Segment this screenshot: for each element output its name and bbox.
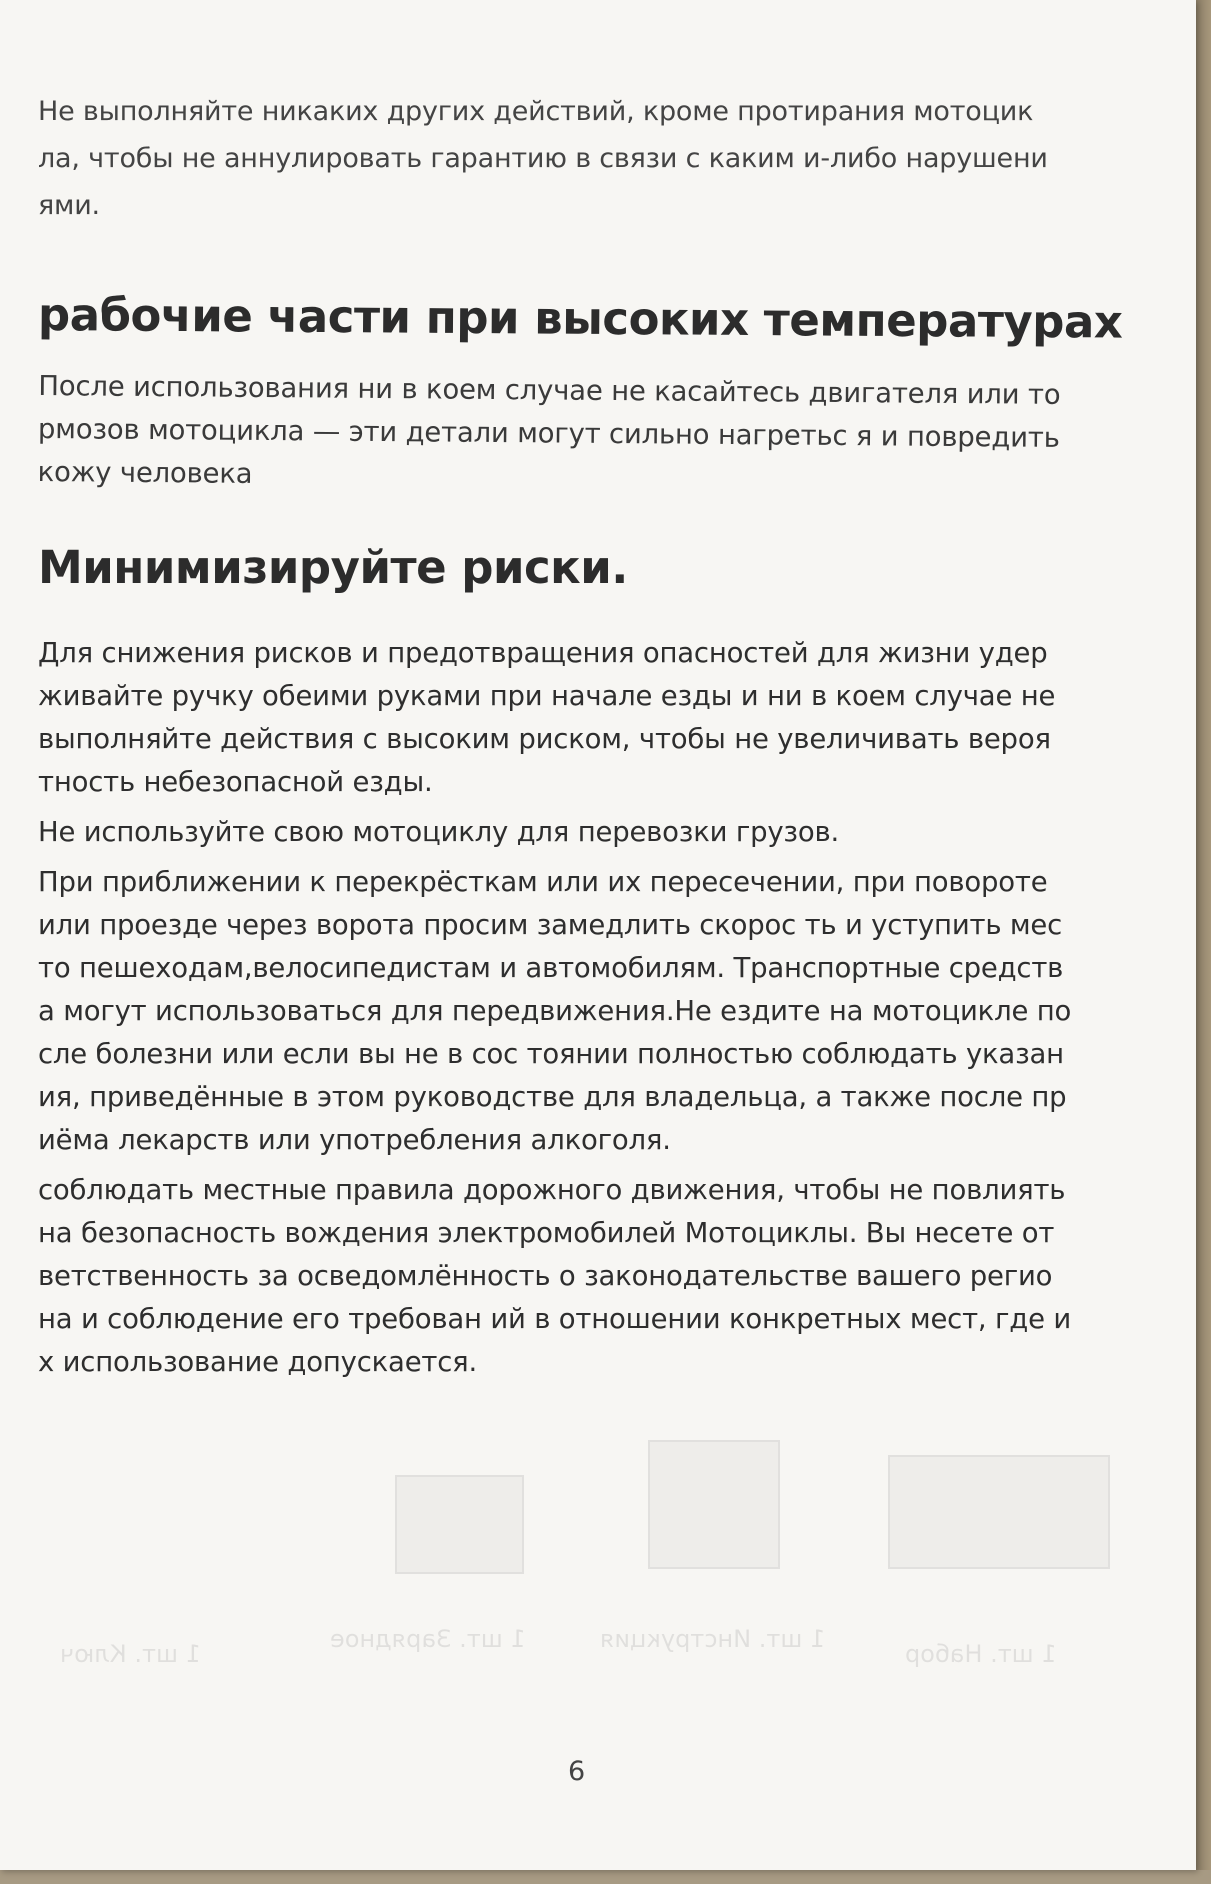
heat-paragraph bbox=[37, 365, 1138, 504]
text-line: Не используйте свою мотоциклу для перевозки грузов. bbox=[38, 816, 840, 848]
bleed-through-text: 1 шт. Ключ bbox=[60, 1640, 201, 1668]
text-line: соблюдать местные правила дорожного движения, чтобы не повлиять bbox=[38, 1174, 1066, 1206]
text-line: Для снижения рисков и предотвращения опасностей для жизни удер bbox=[38, 637, 1048, 669]
section-heading-heat: рабочие части при высоких температурах bbox=[37, 288, 1123, 349]
risk-paragraph-1 bbox=[38, 632, 1138, 804]
text-line: х использование допускается. bbox=[38, 1346, 478, 1378]
text-line: или проезде через ворота просим замедлить скорос ть и уступить мес bbox=[38, 909, 1063, 941]
risk-paragraph-2 bbox=[38, 811, 1138, 854]
page-edge-bottom bbox=[0, 1870, 1211, 1884]
text-line: ла, чтобы не аннулировать гарантию в связи с каким и-либо нарушени bbox=[38, 143, 1048, 174]
warranty-paragraph bbox=[38, 88, 1138, 229]
text-line: тность небезопасной езды. bbox=[38, 766, 433, 798]
page-edge bbox=[1196, 0, 1211, 1884]
text-line: на безопасность вождения электромобилей Мотоциклы. Вы несете от bbox=[38, 1217, 1055, 1249]
section-heading-risk: Минимизируйте риски. bbox=[38, 541, 628, 594]
bleed-through-image bbox=[395, 1475, 524, 1574]
page-number: 6 bbox=[568, 1756, 586, 1787]
bleed-through-text: 1 шт. Набор bbox=[905, 1640, 1057, 1668]
text-line: рмозов мотоцикла — эти детали могут сильно нагретьс я и повредить bbox=[37, 413, 1060, 454]
text-line: После использования ни в коем случае не касайтесь двигателя или то bbox=[38, 370, 1061, 411]
bleed-through-image bbox=[888, 1455, 1110, 1569]
text-line: живайте ручку обеими руками при начале езды и ни в коем случае не bbox=[38, 680, 1056, 712]
text-line: ями. bbox=[38, 190, 100, 221]
text-line: а могут использоваться для передвижения.Не ездите на мотоцикле по bbox=[38, 995, 1072, 1027]
text-line: сле болезни или если вы не в сос тоянии полностью соблюдать указан bbox=[38, 1038, 1064, 1070]
text-line: кожу человека bbox=[37, 455, 253, 490]
risk-paragraph-4 bbox=[38, 1169, 1138, 1384]
risk-paragraph-3 bbox=[38, 861, 1138, 1162]
text-line: выполняйте действия с высоким риском, чтобы не увеличивать вероя bbox=[38, 723, 1051, 755]
bleed-through-text: 1 шт. Зарядное bbox=[330, 1625, 526, 1653]
text-line: Не выполняйте никаких других действий, кроме протирания мотоцик bbox=[38, 96, 1034, 127]
text-line: иёма лекарств или употребления алкоголя. bbox=[38, 1124, 671, 1156]
page-content bbox=[38, 88, 1138, 1391]
text-line: ия, приведённые в этом руководстве для владельца, а также после пр bbox=[38, 1081, 1067, 1113]
text-line: ветственность за осведомлённость о законодательстве вашего регио bbox=[38, 1260, 1053, 1292]
text-line: При приближении к перекрёсткам или их пересечении, при повороте bbox=[38, 866, 1048, 898]
bleed-through-image bbox=[648, 1440, 780, 1569]
bleed-through-text: 1 шт. Инструкция bbox=[600, 1625, 826, 1653]
text-line: то пешеходам,велосипедистам и автомобилям. Транспортные средств bbox=[38, 952, 1064, 984]
text-line: на и соблюдение его требован ий в отношении конкретных мест, где и bbox=[38, 1303, 1071, 1335]
